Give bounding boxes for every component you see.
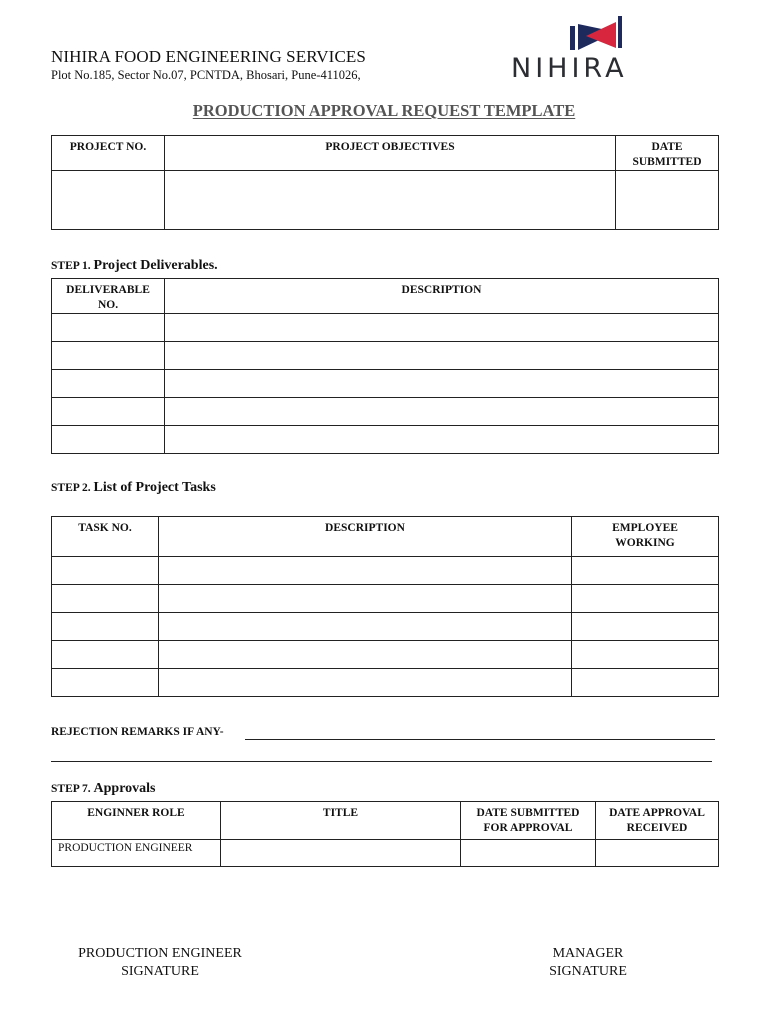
task-description-cell[interactable] [159, 557, 572, 585]
deliverable-no-cell[interactable] [52, 426, 165, 454]
header-date-approval-received [596, 802, 719, 840]
header-received-line2: RECEIVED [626, 822, 688, 834]
step1-prefix: STEP 1. [51, 260, 91, 272]
rejection-remarks-label: REJECTION REMARKS IF ANY- [51, 726, 224, 738]
employee-working-cell[interactable] [572, 641, 719, 669]
task-no-cell[interactable] [52, 585, 159, 613]
deliverables-table [51, 278, 719, 454]
header-deliverable-line2: NO. [97, 299, 119, 311]
deliverable-description-cell[interactable] [165, 342, 719, 370]
title-cell[interactable] [221, 840, 461, 867]
engineer-role-cell: PRODUCTION ENGINEER [52, 840, 221, 867]
employee-working-cell[interactable] [572, 669, 719, 697]
step2-label: List of Project Tasks [93, 480, 216, 495]
company-logo [508, 14, 683, 84]
header-project-no: PROJECT NO. [52, 136, 165, 171]
task-description-cell[interactable] [159, 641, 572, 669]
project-table [51, 135, 719, 230]
deliverable-description-cell[interactable] [165, 314, 719, 342]
task-description-cell[interactable] [159, 585, 572, 613]
task-no-cell[interactable] [52, 641, 159, 669]
header-deliverable-description: DESCRIPTION [165, 279, 719, 314]
header-date-line1: DATE [651, 141, 683, 153]
header-received-line1: DATE APPROVAL [609, 807, 705, 819]
step1-label: Project Deliverables [93, 258, 215, 273]
deliverable-description-cell[interactable] [165, 398, 719, 426]
header-project-objectives: PROJECT OBJECTIVES [165, 136, 616, 171]
table-row [52, 641, 719, 669]
header-task-description: DESCRIPTION [159, 517, 572, 557]
header-employee-working [572, 517, 719, 557]
header-engineer-role: ENGINNER ROLE [52, 802, 221, 840]
signature-right-line2: SIGNATURE [549, 964, 627, 979]
signature-right-line1: MANAGER [552, 946, 624, 961]
task-description-cell[interactable] [159, 669, 572, 697]
deliverable-description-cell[interactable] [165, 426, 719, 454]
rejection-remarks-line[interactable] [245, 739, 715, 740]
header-date-submitted [616, 136, 719, 171]
deliverable-no-cell[interactable] [52, 370, 165, 398]
deliverable-no-cell[interactable] [52, 398, 165, 426]
header-date-submitted-for-approval [461, 802, 596, 840]
project-objectives-cell[interactable] [165, 171, 616, 230]
deliverable-no-cell[interactable] [52, 342, 165, 370]
approvals-table [51, 801, 719, 867]
step7-heading [51, 781, 156, 797]
production-engineer-signature [60, 945, 260, 981]
step1-heading [51, 258, 218, 274]
task-no-cell[interactable] [52, 613, 159, 641]
table-row [52, 557, 719, 585]
step7-label: Approvals [93, 781, 156, 796]
tasks-table [51, 516, 719, 697]
deliverable-no-cell[interactable] [52, 314, 165, 342]
date-submitted-cell[interactable] [616, 171, 719, 230]
logo-text: NIHIRA [511, 53, 628, 84]
table-row [52, 426, 719, 454]
header-submitted-line2: FOR APPROVAL [483, 822, 573, 834]
company-name: NIHIRA FOOD ENGINEERING SERVICES [51, 47, 366, 66]
table-row [52, 585, 719, 613]
deliverable-description-cell[interactable] [165, 370, 719, 398]
step2-heading [51, 480, 216, 496]
project-no-cell[interactable] [52, 171, 165, 230]
table-row [52, 314, 719, 342]
table-row [52, 840, 719, 867]
task-no-cell[interactable] [52, 669, 159, 697]
signature-left-line2: SIGNATURE [121, 964, 199, 979]
header-deliverable-no [52, 279, 165, 314]
table-row [52, 613, 719, 641]
header-title: TITLE [221, 802, 461, 840]
task-description-cell[interactable] [159, 613, 572, 641]
signature-left-line1: PRODUCTION ENGINEER [78, 946, 242, 961]
header-employee-line1: EMPLOYEE [612, 522, 678, 534]
rejection-remarks-line-2[interactable] [51, 761, 712, 762]
employee-working-cell[interactable] [572, 585, 719, 613]
table-row [52, 370, 719, 398]
table-row [52, 342, 719, 370]
header-task-no: TASK NO. [52, 517, 159, 557]
header-date-line2: SUBMITTED [632, 156, 702, 168]
step1-suffix: . [214, 258, 218, 273]
logo-flag-icon [508, 14, 683, 84]
employee-working-cell[interactable] [572, 613, 719, 641]
manager-signature [508, 945, 668, 981]
header-deliverable-line1: DELIVERABLE [66, 284, 150, 296]
employee-working-cell[interactable] [572, 557, 719, 585]
task-no-cell[interactable] [52, 557, 159, 585]
header-employee-line2: WORKING [615, 537, 675, 549]
table-row [52, 669, 719, 697]
company-address: Plot No.185, Sector No.07, PCNTDA, Bhosari, Pune-411026, [51, 68, 361, 82]
date-approval-received-cell[interactable] [596, 840, 719, 867]
header-submitted-line1: DATE SUBMITTED [476, 807, 580, 819]
step2-prefix: STEP 2. [51, 482, 91, 494]
document-title: PRODUCTION APPROVAL REQUEST TEMPLATE [192, 101, 576, 120]
table-row [52, 398, 719, 426]
step7-prefix: STEP 7. [51, 783, 91, 795]
date-submitted-approval-cell[interactable] [461, 840, 596, 867]
